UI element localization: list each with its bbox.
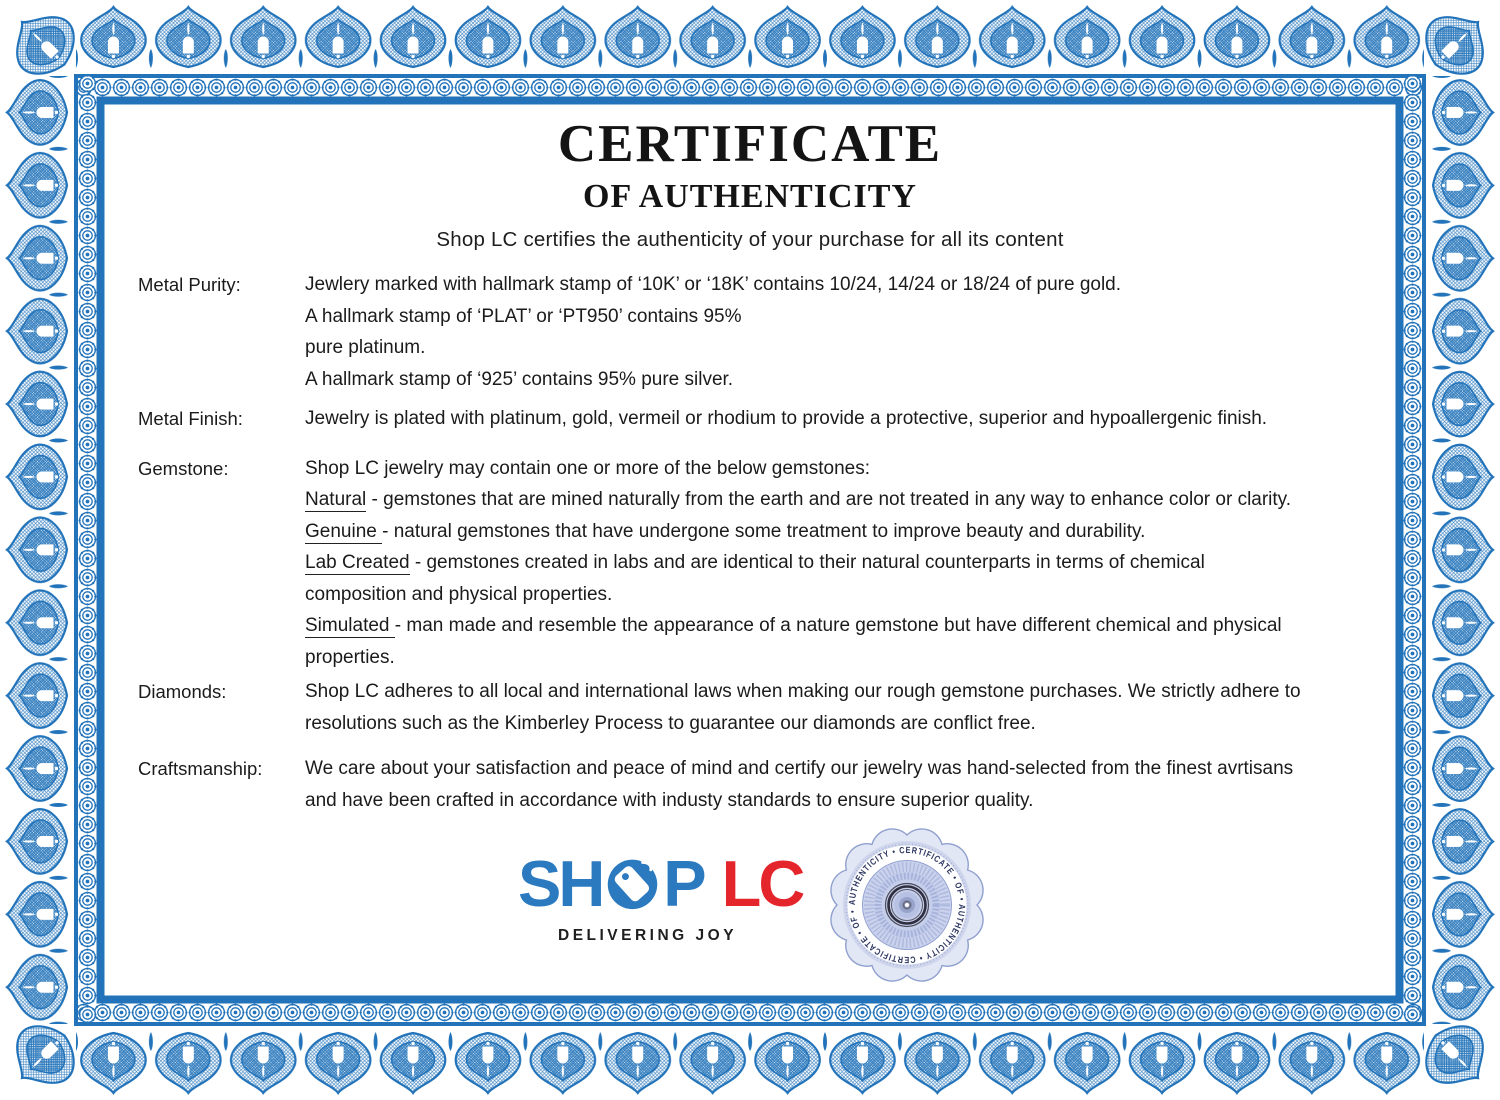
line-text: Jewelry is plated with platinum, gold, vermeil or rhodium to provide a protective, superior and hypoallergenic finish. [305,408,1268,429]
section-gemstone [138,453,1408,674]
body-line [305,453,1291,485]
line-text: pure platinum. [305,337,426,358]
lead-underline: Lab Created [305,552,410,573]
section-body [305,403,1267,435]
body-line [305,269,1121,301]
sections-container [138,269,1408,816]
shop-lc-logo [518,847,803,945]
line-text: Shop LC adheres to all local and international laws when making our rough gemstone purchases. We strictly adhere to [305,681,1301,702]
section-body [305,676,1301,739]
section-label: Metal Purity: [138,274,241,295]
section-metal-finish [138,403,1408,435]
certifying-statement: Shop LC certifies the authenticity of your purchase for all its content [436,228,1064,251]
body-line [305,610,1291,642]
line-text: properties. [305,646,395,668]
section-body [305,753,1293,816]
lead-underline: Genuine [305,520,383,542]
line-text: - gemstones created in labs and are identical to their natural counterparts in terms of chemical [409,552,1205,573]
section-metal-purity [138,269,1408,395]
lead-underline: Natural [305,489,367,510]
body-line [305,301,1121,333]
line-text: Jewlery marked with hallmark stamp of ‘10K’ or ‘18K’ contains 10/24, 14/24 or 18/24 of pure gold. [305,274,1122,295]
body-line [305,547,1291,579]
authenticity-seal [824,822,990,988]
section-label: Craftsmanship: [138,758,263,779]
line-text: and have been crafted in accordance with industy standards to ensure superior quality. [305,789,1034,811]
line-text: Shop LC jewelry may contain one or more of the below gemstones: [305,457,871,479]
section-body [305,269,1121,395]
logo-p: P [663,847,704,920]
body-line [305,403,1267,435]
body-line [305,579,1291,611]
body-line [305,332,1121,364]
body-line [305,753,1293,785]
body-line [305,642,1291,674]
body-line [305,676,1301,708]
line-text: - gemstones that are mined naturally from the earth and are not treated in any way to enhance color or clarity. [366,489,1292,510]
section-label: Diamonds: [138,681,227,702]
body-line [305,364,1121,396]
body-line [305,785,1293,817]
section-diamonds [138,676,1408,739]
page-title: CERTIFICATE [557,115,943,173]
seal-ring-text: AUTHENTICITY • CERTIFICATE • OF • AUTHENTICITY • CERTIFICATE • OF • [846,844,968,966]
body-line [305,516,1291,548]
line-text: A hallmark stamp of ‘925’ contains 95% pure silver. [305,368,734,390]
logo-tagline: DELIVERING JOY [558,927,738,944]
line-text: resolutions such as the Kimberley Process to guarantee our diamonds are conflict free. [305,712,1036,734]
logo-wordmark [518,847,803,920]
logo-sh: SH [518,847,603,920]
section-craftsmanship [138,753,1408,816]
body-line [305,708,1301,740]
section-label: Metal Finish: [138,408,243,429]
certificate-heading [0,115,1500,252]
section-body [305,453,1291,674]
line-text: A hallmark stamp of ‘PLAT’ or ‘PT950’ contains 95% [305,305,742,327]
line-text: We care about your satisfaction and peace of mind and certify our jewelry was hand-selected from the finest avrtisans [305,758,1294,779]
body-line [305,484,1291,516]
line-text: - natural gemstones that have undergone some treatment to improve beauty and durability. [382,520,1146,542]
line-text: composition and physical properties. [305,583,613,605]
page-subtitle: OF AUTHENTICITY [583,178,917,215]
lead-underline: Simulated [305,615,395,636]
section-label: Gemstone: [138,457,229,479]
line-text: - man made and resemble the appearance of a nature gemstone but have different chemical and physical [394,615,1282,636]
price-tag-o-icon [605,856,660,911]
logo-lc: LC [721,847,803,920]
